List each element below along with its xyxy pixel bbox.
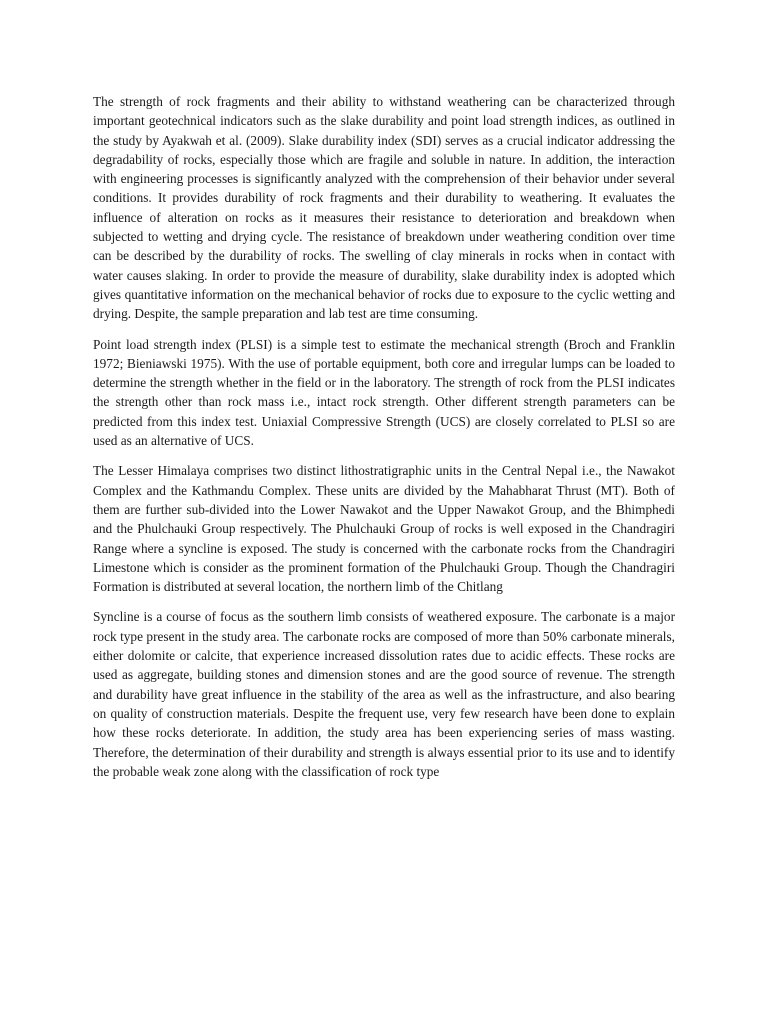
paragraph-lesser-himalaya: The Lesser Himalaya comprises two distinct lithostratigraphic units in the Central Nepal i.e., the Nawakot Complex and the Kathmandu Complex. These units are divided by the Mahabharat Thrust (MT). Both of them are further sub-divided into the Lower Nawakot and the Upper Nawakot Group, and the Bhimphedi and the Phulchauki Group respectively. The Phulchauki Group of rocks is well exposed in the Chandragiri Range where a syncline is exposed. The study is concerned with the carbonate rocks from the Chandragiri Limestone which is consider as the prominent formation of the Phulchauki Group. Though the Chandragiri Formation is distributed at several location, the northern limb of the Chitlang: [93, 463, 675, 595]
paragraph-slake-durability: The strength of rock fragments and their ability to withstand weathering can be characterized through important geotechnical indicators such as the slake durability and point load strength indices, as outlined in the study by Ayakwah et al. (2009). Slake durability index (SDI) serves as a crucial indicator addressing the degradability of rocks, especially those which are fragile and soluble in nature. In addition, the interaction with engineering processes is significantly analyzed with the comprehension of their behavior under several conditions. It provides durability of rock fragments and their durability to weathering. It evaluates the influence of alteration on rocks as it measures their resistance to deterioration and breakdown when subjected to wetting and drying cycle. The resistance of breakdown under weathering condition over time can be described by the durability of rocks. The swelling of clay minerals in rocks when in contact with water causes slaking. In order to provide the measure of durability, slake durability index is adopted which gives quantitative information on the mechanical behavior of rocks due to exposure to the cyclic wetting and drying. Despite, the sample preparation and lab test are time consuming.: [93, 94, 675, 322]
paragraph-syncline-carbonate: Syncline is a course of focus as the southern limb consists of weathered exposure. The carbonate is a major rock type present in the study area. The carbonate rocks are composed of more than 50% carbonate minerals, either dolomite or calcite, that experience increased dissolution rates due to acidic effects. These rocks are used as aggregate, building stones and dimension stones and are the good source of revenue. The strength and durability have great influence in the stability of the area as well as the infrastructure, and also bearing on quality of construction materials. Despite the frequent use, very few research have been done to explain how these rocks deteriorate. In addition, the study area has been experiencing series of mass wasting. Therefore, the determination of their durability and strength is always essential prior to its use and to identify the probable weak zone along with the classification of rock type: [93, 609, 675, 779]
document-body: [93, 92, 675, 792]
paragraph-point-load-strength: Point load strength index (PLSI) is a simple test to estimate the mechanical strength (Broch and Franklin 1972; Bieniawski 1975). With the use of portable equipment, both core and irregular lumps can be loaded to determine the strength whether in the field or in the laboratory. The strength of rock from the PLSI indicates the strength other than rock mass i.e., intact rock strength. Other different strength parameters can be predicted from this index test. Uniaxial Compressive Strength (UCS) are closely correlated to PLSI so are used as an alternative of UCS.: [93, 336, 675, 449]
